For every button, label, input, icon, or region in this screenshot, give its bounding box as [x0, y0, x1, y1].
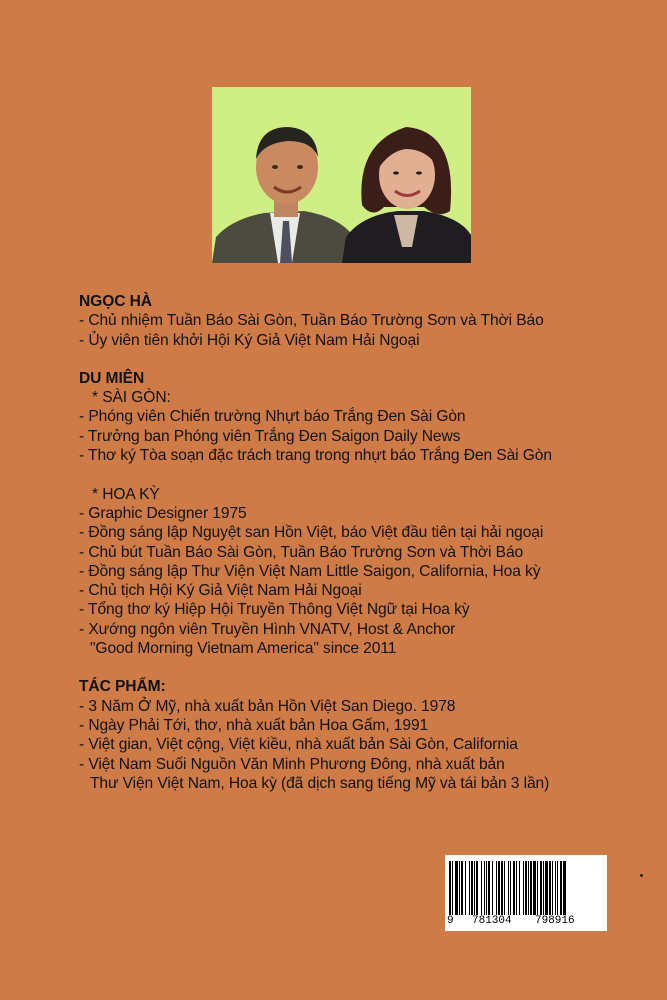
isbn-prefix-digit: 9 [447, 915, 454, 927]
bio-line: - Trưởng ban Phóng viên Trắng Đen Saigon Daily News [79, 427, 461, 445]
small-mark [640, 874, 643, 877]
authors-portrait-image [212, 87, 471, 263]
bio-line: "Good Morning Vietnam America" since 2011 [90, 640, 397, 658]
author-photo [212, 87, 471, 263]
section-heading: TÁC PHẨM: [79, 678, 166, 696]
bio-section [79, 292, 649, 350]
bio-line: - 3 Năm Ở Mỹ, nhà xuất bản Hồn Việt San Diego. 1978 [79, 697, 456, 715]
section-heading: DU MIÊN [79, 369, 145, 387]
bio-line: - Xướng ngôn viên Truyền Hình VNATV, Host & Anchor [79, 620, 456, 638]
bio-section [79, 369, 649, 658]
isbn-right-group: 798916 [535, 915, 575, 927]
bio-line: - Đồng sáng lập Nguyệt san Hồn Việt, báo Việt đầu tiên tại hải ngoại [79, 524, 544, 542]
isbn-barcode [445, 855, 607, 931]
bio-line: - Ngày Phải Tới, thơ, nhà xuất bản Hoa Gấm, 1991 [79, 716, 429, 734]
blank-line [79, 465, 649, 484]
isbn-number [445, 915, 607, 929]
bio-line: - Thơ ký Tòa soạn đặc trách trang trong nhựt báo Trắng Đen Sài Gòn [79, 447, 552, 465]
bio-line: - Phóng viên Chiến trường Nhựt báo Trắng Đen Sài Gòn [79, 408, 466, 426]
bio-line: - Tổng thơ ký Hiệp Hội Truyền Thông Việt Ngữ tại Hoa kỳ [79, 601, 470, 619]
bio-line: - Ủy viên tiên khởi Hội Ký Giả Việt Nam Hải Ngoại [79, 331, 420, 349]
barcode-bars [449, 861, 603, 915]
bio-line: - Chủ bút Tuần Báo Sài Gòn, Tuần Báo Trường Sơn và Thời Báo [79, 543, 524, 561]
bio-line: - Đồng sáng lập Thư Viện Việt Nam Little Saigon, California, Hoa kỳ [79, 562, 541, 580]
bio-line: * HOA KỲ [92, 485, 160, 503]
bio-line: Thư Viện Việt Nam, Hoa kỳ (đã dịch sang tiếng Mỹ và tái bản 3 lần) [90, 774, 550, 792]
isbn-left-group: 781304 [472, 915, 512, 927]
bio-line: - Việt Nam Suối Nguồn Văn Minh Phương Đông, nhà xuất bản [79, 755, 505, 773]
bio-line: - Chủ nhiệm Tuần Báo Sài Gòn, Tuần Báo Trường Sơn và Thời Báo [79, 312, 544, 330]
bio-section [79, 677, 649, 793]
section-heading: NGỌC HÀ [79, 293, 152, 310]
bio-line: - Chủ tịch Hội Ký Giả Việt Nam Hải Ngoại [79, 582, 362, 600]
author-bio-text [79, 292, 649, 812]
bio-line: * SÀI GÒN: [92, 389, 171, 407]
bio-line: - Graphic Designer 1975 [79, 504, 247, 522]
bio-line: - Việt gian, Việt cộng, Việt kiều, nhà xuất bản Sài Gòn, California [79, 736, 518, 754]
